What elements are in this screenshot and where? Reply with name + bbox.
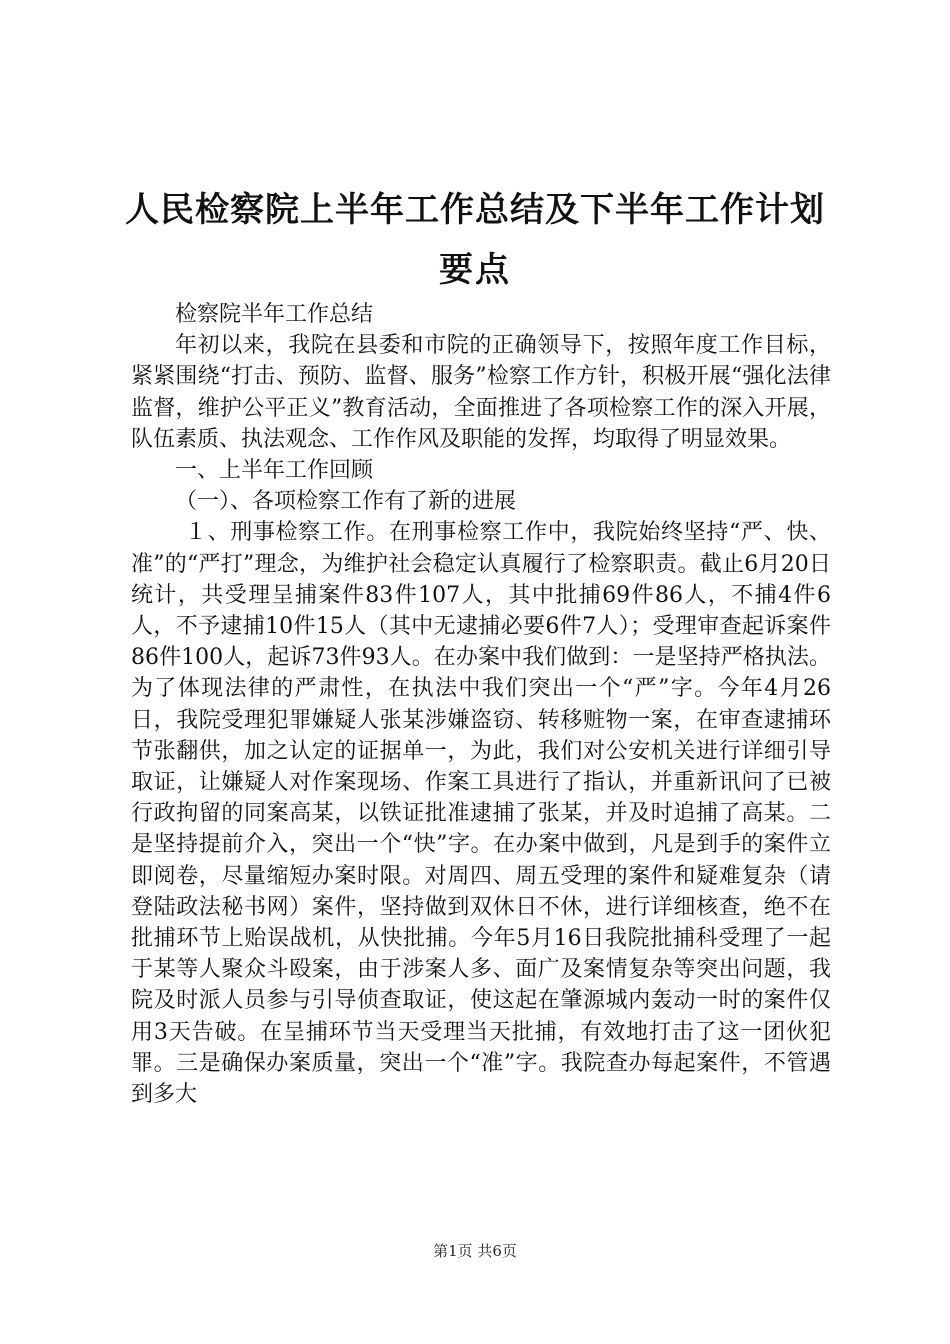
body-paragraph: １、刑事检察工作。在刑事检察工作中，我院始终坚持“严、快、准”的“严打”理念，为维护社会稳定认真履行了检察职责。截止6月20日统计，共受理呈捕案件83件107人，其中批捕69件86人，不捕4件6人，不予逮捕10件15人（其中无逮捕必要6件7人）；受理审查起诉案件86件100人，起诉73件93人。在办案中我们做到：一是坚持严格执法。为了体现法律的严肃性，在执法中我们突出一个“严”字。今年4月26日，我院受理犯罪嫌疑人张某涉嫌盗窃、转移赃物一案，在审查逮捕环节张翻供，加之认定的证据单一，为此，我们对公安机关进行详细引导取证，让嫌疑人对作案现场、作案工具进行了指认，并重新讯问了已被行政拘留的同案高某，以铁证批准逮捕了张某，并及时追捕了高某。二是坚持提前介入，突出一个“快”字。在办案中做到，凡是到手的案件立即阅卷，尽量缩短办案时限。对周四、周五受理的案件和疑难复杂（请登陆政法秘书网）案件，坚持做到双休日不休，进行详细核查，绝不在批捕环节上贻误战机，从快批捕。今年5月16日我院批捕科受理了一起于某等人聚众斗殴案，由于涉案人多、面广及案情复杂等突出问题，我院及时派人员参与引导侦查取证，使这起在肇源城内轰动一时的案件仅用3天告破。在呈捕环节当天受理当天批捕，有效地打击了这一团伙犯罪。三是确保办案质量，突出一个“准”字。我院查办每起案件，不管遇到多大 xyxy=(131,520,831,1108)
document-body xyxy=(131,299,831,1110)
page-footer: 第1页 共6页 xyxy=(433,1242,517,1260)
body-paragraph: 年初以来，我院在县委和市院的正确领导下，按照年度工作目标，紧紧围绕“打击、预防、监督、服务”检察工作方针，积极开展“强化法律监督，维护公平正义”教育活动，全面推进了各项检察工作的深入开展，队伍素质、执法观念、工作作风及职能的发挥，均取得了明显效果。 xyxy=(131,333,831,452)
subsection-heading: （一）、各项检察工作有了新的进展 xyxy=(175,489,517,515)
section-heading: 检察院半年工作总结 xyxy=(175,302,374,327)
document-title-line-2: 要点 xyxy=(439,250,511,290)
document-title-line-1: 人民检察院上半年工作总结及下半年工作计划 xyxy=(125,190,825,230)
section-heading: 一、上半年工作回顾 xyxy=(175,458,374,484)
